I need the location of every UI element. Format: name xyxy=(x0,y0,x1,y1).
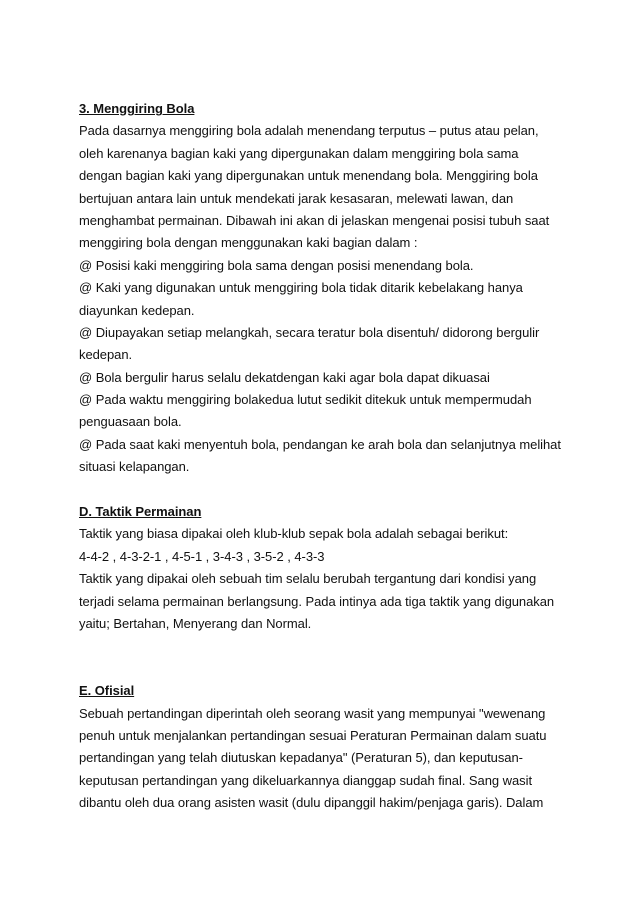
heading-menggiring-bola: 3. Menggiring Bola xyxy=(79,101,195,116)
list-item-line: kedepan. xyxy=(79,347,133,363)
list-item-line: @ Diupayakan setiap melangkah, secara teratur bola disentuh/ didorong bergulir xyxy=(79,324,540,340)
paragraph-line: menghambat permainan. Dibawah ini akan di jelaskan mengenai posisi tubuh saat xyxy=(79,212,550,228)
paragraph-line: Pada dasarnya menggiring bola adalah menendang terputus – putus atau pelan, xyxy=(79,123,539,139)
section-dribbling-body xyxy=(79,120,579,478)
list-item-line: @ Posisi kaki menggiring bola sama dengan posisi menendang bola. xyxy=(79,257,474,273)
paragraph-line: Sebuah pertandingan diperintah oleh seorang wasit yang mempunyai "wewenang xyxy=(79,705,546,721)
list-item-line: @ Pada saat kaki menyentuh bola, pendangan ke arah bola dan selanjutnya melihat xyxy=(79,436,561,452)
section-officials-body xyxy=(79,703,579,815)
paragraph-line: keputusan pertandingan yang dikeluarkannya dianggap sudah final. Sang wasit xyxy=(79,772,533,788)
paragraph-line: yaitu; Bertahan, Menyerang dan Normal. xyxy=(79,615,312,631)
list-item-line: @ Kaki yang digunakan untuk menggiring bola tidak ditarik kebelakang hanya xyxy=(79,280,523,296)
heading-taktik-permainan: D. Taktik Permainan xyxy=(79,504,202,520)
section-spacer xyxy=(79,479,579,501)
list-item-line: @ Pada waktu menggiring bolakedua lutut sedikit ditekuk untuk mempermudah xyxy=(79,392,532,408)
paragraph-line: Taktik yang dipakai oleh sebuah tim selalu berubah tergantung dari kondisi yang xyxy=(79,571,537,587)
paragraph-line: terjadi selama permainan berlangsung. Pada intinya ada tiga taktik yang digunakan xyxy=(79,593,555,609)
list-item-line: diayunkan kedepan. xyxy=(79,302,195,318)
list-item-line: @ Bola bergulir harus selalu dekatdengan kaki agar bola dapat dikuasai xyxy=(79,369,490,385)
formation-list-line: 4-4-2 , 4-3-2-1 , 4-5-1 , 3-4-3 , 3-5-2 , 4-3-3 xyxy=(79,548,325,564)
document-page xyxy=(79,98,579,815)
paragraph-line: penuh untuk menjalankan pertandingan sesuai Peraturan Permainan dalam suatu xyxy=(79,727,547,743)
paragraph-line: menggiring bola dengan menggunakan kaki bagian dalam : xyxy=(79,235,418,251)
section-tactics-body xyxy=(79,523,579,635)
paragraph-line: Taktik yang biasa dipakai oleh klub-klub sepak bola adalah sebagai berikut: xyxy=(79,526,509,542)
list-item-line: situasi kelapangan. xyxy=(79,459,190,475)
heading-ofisial: E. Ofisial xyxy=(79,683,135,699)
section-spacer xyxy=(79,635,579,680)
paragraph-line: bertujuan antara lain untuk mendekati jarak kesasaran, melewati lawan, dan xyxy=(79,190,514,206)
list-item-line: penguasaan bola. xyxy=(79,414,182,430)
paragraph-line: pertandingan yang telah diutuskan kepadanya" (Peraturan 5), dan keputusan- xyxy=(79,750,523,766)
paragraph-line: dibantu oleh dua orang asisten wasit (dulu dipanggil hakim/penjaga garis). Dalam xyxy=(79,795,544,811)
paragraph-line: dengan bagian kaki yang dipergunakan untuk menendang bola. Menggiring bola xyxy=(79,168,538,184)
paragraph-line: oleh karenanya bagian kaki yang dipergunakan dalam menggiring bola sama xyxy=(79,145,519,161)
